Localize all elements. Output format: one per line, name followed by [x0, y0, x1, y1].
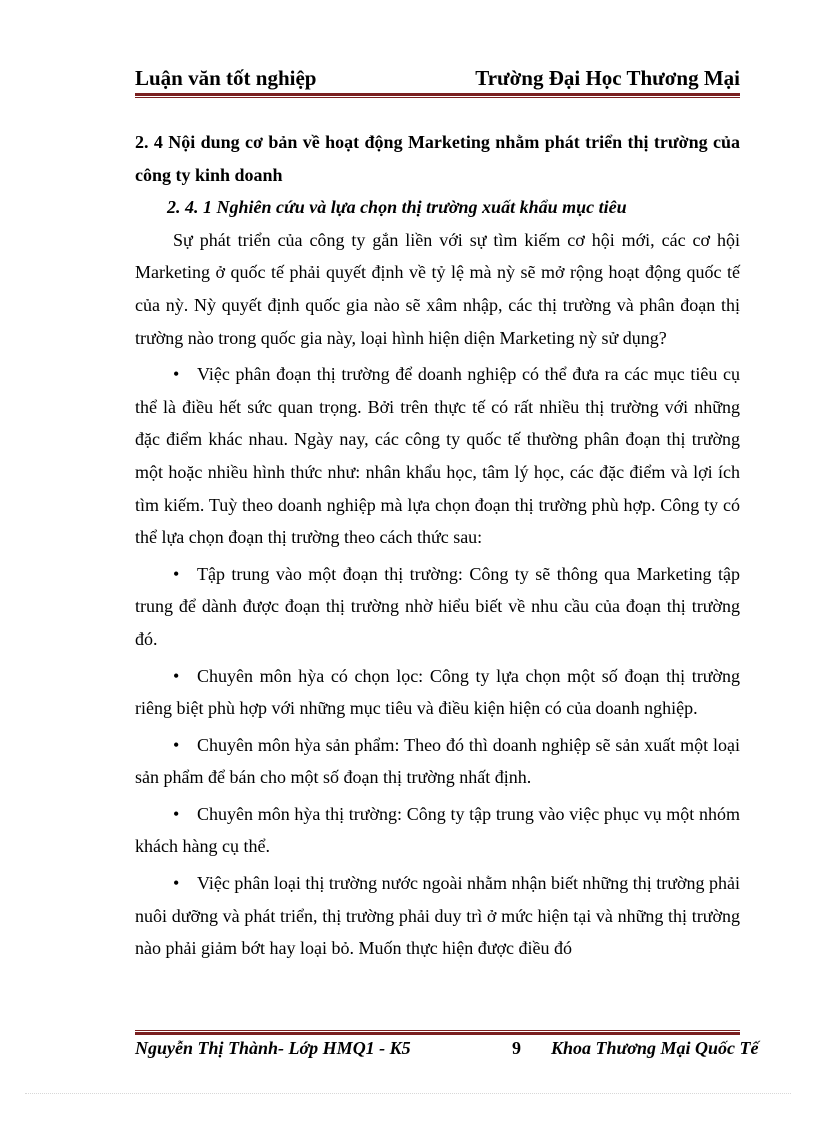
list-item-text: Chuyên môn hỳa sản phẩm: Theo đó thì doanh nghiệp sẽ sản xuất một loại sản phẩm để bán cho một số đoạn thị trường nhất định.	[135, 734, 740, 788]
list-item-text: Chuyên môn hỳa thị trường: Công ty tập trung vào việc phục vụ một nhóm khách hàng cụ thể.	[135, 803, 740, 857]
list-item-text: Việc phân đoạn thị trường để doanh nghiệp có thể đưa ra các mục tiêu cụ thể là điều hết sức quan trọng. Bởi trên thực tế có rất nhiều thị trường với những đặc điểm khác nhau. Ngày nay, các công ty quốc tế thường phân đoạn thị trường một hoặc nhiều hình thức như: nhân khẩu học, tâm lý học, các đặc điểm và lợi ích tìm kiếm. Tuỳ theo doanh nghiệp mà lựa chọn đoạn thị trường phù hợp. Công ty có thể lựa chọn đoạn thị trường theo cách thức sau:	[135, 364, 740, 548]
page-edge-divider	[25, 1093, 791, 1094]
subsection-title: 2. 4. 1 Nghiên cứu và lựa chọn thị trường xuất khẩu mục tiêu	[167, 197, 627, 218]
footer-rule-thin	[135, 1030, 740, 1031]
bullet-icon: •	[173, 364, 180, 385]
list-item	[135, 798, 740, 863]
bullet-icon: •	[173, 665, 180, 686]
list-item-text: Tập trung vào một đoạn thị trường: Công ty sẽ thông qua Marketing tập trung để dành được đoạn thị trường nhờ hiểu biết về nhu cầu của đoạn thị trường đó.	[135, 563, 740, 649]
paragraph: Sự phát triển của công ty gắn liền với sự tìm kiếm cơ hội mới, các cơ hội Marketing ở quốc tế phải quyết định về tỷ lệ mà nỳ sẽ mở rộng hoạt động quốc tế của nỳ. Nỳ quyết định quốc gia nào sẽ xâm nhập, các thị trường và phân đoạn thị trường nào trong quốc gia này, loại hình hiện diện Marketing nỳ sử dụng?	[135, 229, 740, 348]
bullet-icon: •	[173, 803, 180, 824]
footer-author-label: Nguyễn Thị Thành- Lớp HMQ1 - K5	[135, 1038, 411, 1058]
page-header	[135, 64, 740, 94]
footer-rule-thick	[135, 1032, 740, 1035]
bullet-icon: •	[173, 734, 180, 755]
list-item	[135, 867, 740, 965]
page-content	[135, 126, 740, 965]
list-item	[135, 729, 740, 794]
footer-faculty-label: Khoa Thương Mại Quốc Tế	[551, 1038, 759, 1058]
bullet-icon: •	[173, 873, 180, 894]
list-item	[135, 660, 740, 725]
list-item-text: Chuyên môn hỳa có chọn lọc: Công ty lựa chọn một số đoạn thị trường riêng biệt phù hợp với những mục tiêu và điều kiện hiện có của doanh nghiệp.	[135, 665, 740, 719]
list-item-text: Việc phân loại thị trường nước ngoài nhằm nhận biết những thị trường phải nuôi dưỡng và phát triển, thị trường phải duy trì ở mức hiện tại và những thị trường nào phải giảm bớt hay loại bỏ. Muốn thực hiện được điều đó	[135, 873, 740, 959]
header-rule-thin	[135, 97, 740, 98]
bullet-icon: •	[173, 563, 180, 584]
header-thesis-label: Luận văn tốt nghiệp	[135, 66, 317, 90]
section-title: 2. 4 Nội dung cơ bản về hoạt động Marketing nhằm phát triển thị trường của công ty kinh doanh	[135, 132, 740, 185]
list-item	[135, 358, 740, 554]
header-university-label: Trường Đại Học Thương Mại	[475, 66, 740, 90]
header-rule-thick	[135, 93, 740, 96]
page-number: 9	[512, 1038, 521, 1058]
list-item	[135, 558, 740, 656]
page-footer	[135, 1036, 795, 1064]
